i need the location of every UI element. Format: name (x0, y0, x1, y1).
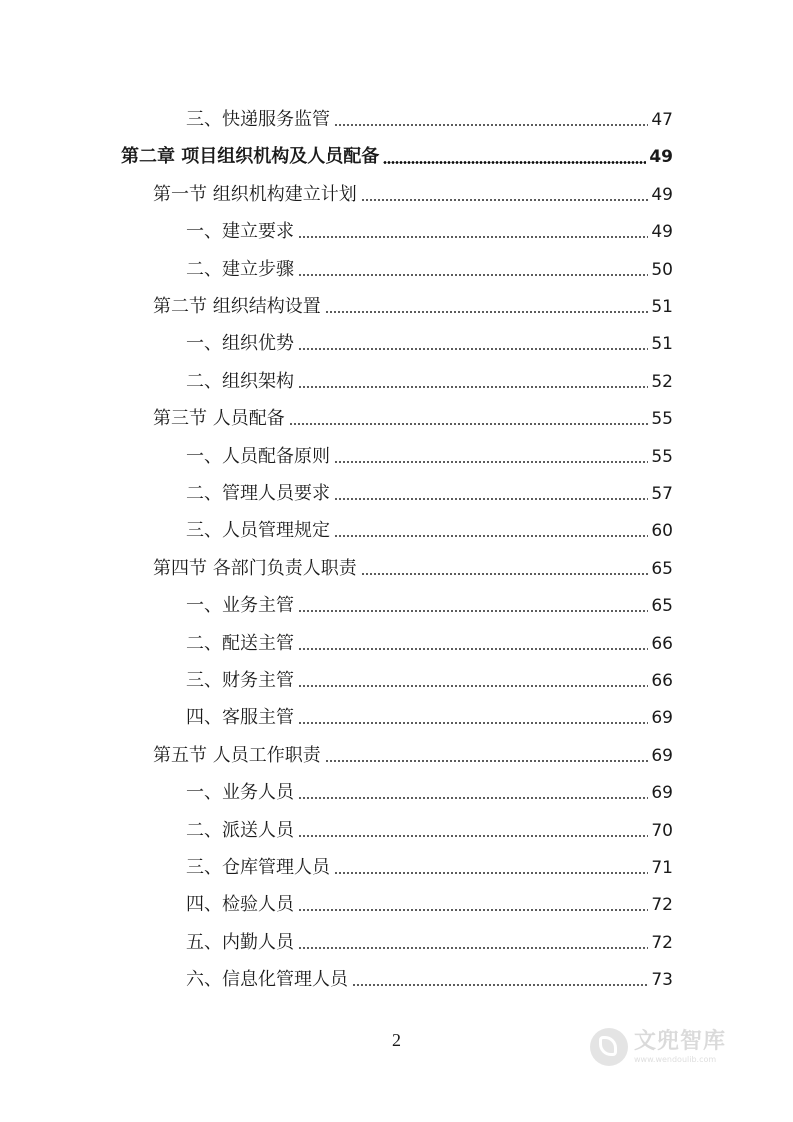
toc-entry-page: 60 (651, 521, 673, 542)
toc-entry[interactable] (186, 481, 673, 507)
toc-entry-number: 一、 (186, 595, 222, 617)
toc-dot-leader (334, 498, 648, 500)
toc-entry-number: 二、 (186, 483, 222, 504)
toc-entry-page: 66 (651, 671, 673, 691)
toc-entry-title: 组织机构建立计划 (212, 183, 357, 205)
toc-entry-number: 二、 (186, 632, 222, 654)
toc-entry-title: 客服主管 (222, 707, 294, 729)
toc-entry-number: 一、 (186, 445, 222, 467)
toc-entry[interactable] (186, 369, 673, 395)
toc-dot-leader (298, 685, 648, 687)
toc-entry-number: 第三节 (153, 408, 213, 430)
toc-entry-number: 三、 (186, 670, 222, 691)
toc-entry-page: 51 (651, 334, 673, 355)
toc-entry[interactable] (153, 406, 673, 432)
toc-entry-number: 二、 (186, 258, 222, 280)
toc-entry-number: 五、 (186, 931, 222, 953)
toc-entry-page: 71 (651, 858, 673, 878)
toc-entry[interactable] (186, 668, 673, 694)
toc-dot-leader (325, 760, 649, 762)
toc-entry-number: 第五节 (153, 744, 213, 766)
toc-entry-number: 第四节 (153, 557, 213, 579)
toc-entry-title: 仓库管理人员 (222, 857, 330, 878)
toc-entry[interactable] (186, 818, 673, 844)
toc-dot-leader (298, 947, 648, 949)
toc-entry-page: 49 (651, 184, 673, 205)
toc-entry-title: 各部门负责人职责 (212, 557, 357, 579)
toc-entry-page: 72 (651, 895, 673, 916)
toc-entry-page: 49 (651, 222, 673, 243)
page-number: 2 (392, 1030, 401, 1050)
toc-entry-number: 二、 (186, 370, 222, 392)
toc-dot-leader (334, 124, 648, 126)
toc-dot-leader (334, 461, 648, 463)
toc-dot-leader (298, 236, 648, 238)
toc-entry[interactable] (153, 182, 673, 208)
toc-entry-number: 六、 (186, 969, 222, 991)
toc-entry-title: 管理人员要求 (222, 483, 330, 504)
toc-entry-title: 信息化管理人员 (222, 969, 348, 991)
toc-dot-leader (298, 797, 648, 799)
toc-entry-page: 49 (649, 147, 673, 168)
watermark-name: 文兜智库 (634, 1028, 727, 1054)
toc-entry-title: 配送主管 (222, 632, 294, 654)
toc-entry-number: 一、 (186, 782, 222, 804)
toc-entry[interactable] (186, 593, 673, 619)
toc-entry-number: 四、 (186, 894, 222, 916)
toc-entry-title: 业务人员 (222, 782, 294, 804)
toc-entry-number: 三、 (186, 857, 222, 878)
toc-entry-title: 人员工作职责 (212, 744, 321, 766)
toc-entry-page: 52 (651, 371, 673, 392)
toc-entry[interactable] (186, 331, 673, 357)
toc-entry[interactable] (153, 743, 673, 769)
toc-entry-title: 内勤人员 (222, 931, 294, 953)
toc-dot-leader (361, 573, 649, 575)
toc-entry-page: 69 (651, 783, 673, 804)
toc-dot-leader (352, 984, 648, 986)
toc-dot-leader (334, 535, 648, 537)
toc-entry[interactable] (186, 892, 673, 918)
toc-entry-number: 一、 (186, 221, 222, 243)
toc-entry[interactable] (186, 444, 673, 470)
toc-entry[interactable] (186, 257, 673, 283)
toc-entry-number: 三、 (186, 520, 222, 542)
toc-entry[interactable] (186, 518, 673, 544)
toc-entry-number: 二、 (186, 819, 222, 841)
toc-entry[interactable] (121, 144, 673, 170)
toc-dot-leader (334, 872, 648, 874)
toc-entry-title: 组织优势 (222, 333, 294, 355)
toc-entry-page: 73 (651, 970, 673, 991)
toc-entry[interactable] (186, 705, 673, 731)
toc-entry[interactable] (186, 631, 673, 657)
toc-entry-page: 65 (651, 558, 673, 579)
toc-entry-number: 第二节 (153, 296, 213, 317)
toc-entry-page: 70 (651, 820, 673, 841)
wendou-logo-icon (590, 1028, 628, 1066)
toc-dot-leader (361, 199, 649, 201)
toc-entry-number: 第二章 (121, 146, 182, 168)
toc-entry-title: 组织架构 (222, 370, 294, 392)
toc-entry-title: 人员管理规定 (222, 520, 330, 542)
toc-entry-number: 一、 (186, 333, 222, 355)
toc-entry-number: 第一节 (153, 183, 213, 205)
toc-dot-leader (298, 909, 648, 911)
toc-entry-page: 50 (651, 259, 673, 280)
toc-entry[interactable] (153, 294, 673, 320)
toc-entry-page: 51 (651, 297, 673, 317)
toc-entry-title: 组织结构设置 (212, 296, 321, 317)
toc-entry-title: 人员配备原则 (222, 445, 330, 467)
toc-entry-title: 建立步骤 (222, 258, 294, 280)
toc-entry-page: 69 (651, 708, 673, 729)
toc-dot-leader (383, 161, 646, 164)
toc-entry-page: 55 (651, 446, 673, 467)
toc-dot-leader (325, 311, 649, 313)
toc-entry-title: 检验人员 (222, 894, 294, 916)
watermark (590, 1022, 750, 1072)
toc-entry-page: 65 (651, 596, 673, 617)
toc-entry[interactable] (186, 967, 673, 993)
toc-entry-title: 快递服务监管 (222, 109, 330, 130)
toc-entry-page: 66 (651, 633, 673, 654)
toc-dot-leader (298, 722, 648, 724)
toc-dot-leader (298, 648, 648, 650)
toc-entry-number: 三、 (186, 109, 222, 130)
toc-entry-page: 72 (651, 932, 673, 953)
toc-dot-leader (289, 423, 649, 425)
toc-entry-page: 57 (651, 484, 673, 504)
toc-entry[interactable] (186, 219, 673, 245)
toc-dot-leader (298, 274, 648, 276)
watermark-url: www.wendoulib.com (634, 1054, 717, 1064)
toc-entry[interactable] (153, 556, 673, 582)
toc-entry-title: 派送人员 (222, 819, 294, 841)
toc-entry-page: 47 (651, 110, 673, 130)
toc-entry-title: 人员配备 (212, 408, 285, 430)
toc-entry-title: 项目组织机构及人员配备 (181, 146, 380, 168)
toc-entry-page: 55 (651, 409, 673, 430)
toc-dot-leader (298, 386, 648, 388)
toc-entry-page: 69 (651, 745, 673, 766)
toc-entry-title: 业务主管 (222, 595, 294, 617)
toc-entry[interactable] (186, 930, 673, 956)
toc-entry[interactable] (186, 107, 673, 133)
toc-dot-leader (298, 835, 648, 837)
toc-entry-title: 财务主管 (222, 670, 294, 691)
toc-dot-leader (298, 610, 648, 612)
toc-entry[interactable] (186, 855, 673, 881)
toc-entry[interactable] (186, 780, 673, 806)
toc-entry-number: 四、 (186, 707, 222, 729)
toc-dot-leader (298, 348, 648, 350)
toc-entry-title: 建立要求 (222, 221, 294, 243)
